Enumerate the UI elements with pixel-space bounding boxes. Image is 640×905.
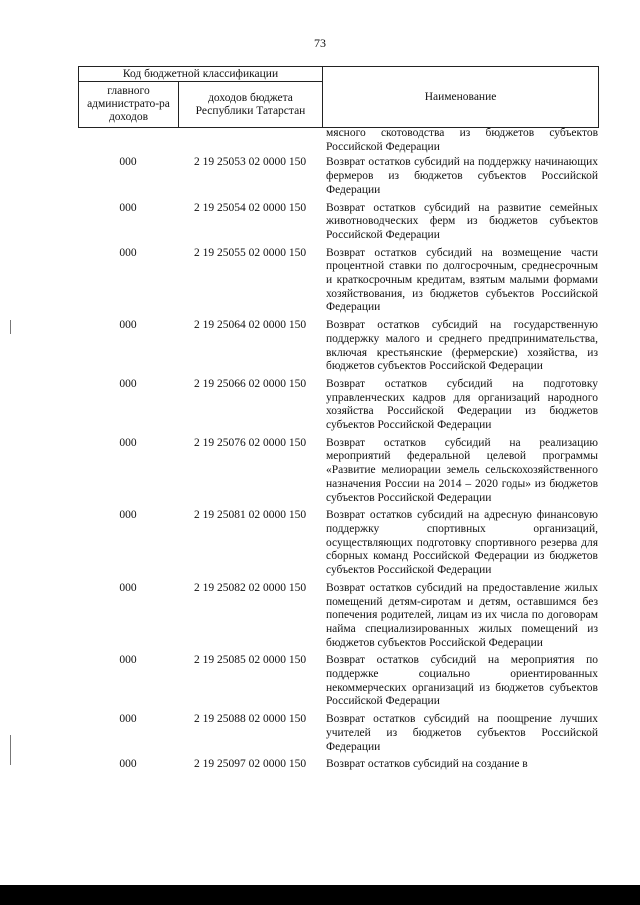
scan-mark xyxy=(10,735,11,765)
name-cell: Возврат остатков субсидий на реализацию мероприятий федеральной целевой программы «Развитие мелиорации земель сельскохозяйственного назначения России на 2014 – 2020 годы» из бюджетов субъектов Российской Федерации xyxy=(326,436,598,504)
name-cell: Возврат остатков субсидий на поддержку начинающих фермеров из бюджетов субъектов Российской Федерации xyxy=(326,156,598,196)
table-row xyxy=(78,127,598,154)
admin-code-cell: 000 xyxy=(119,509,137,522)
budget-code-cell: 2 19 25064 02 0000 150 xyxy=(193,319,307,332)
budget-code-cell: 2 19 25055 02 0000 150 xyxy=(193,246,307,259)
scan-bottom-border xyxy=(0,885,640,905)
table-row xyxy=(78,154,598,197)
budget-code-cell: 2 19 25066 02 0000 150 xyxy=(193,377,307,390)
admin-code-cell: 000 xyxy=(119,581,137,594)
admin-code-cell: 000 xyxy=(119,201,137,214)
column-header-income: доходов бюджета Республики Татарстан xyxy=(179,82,323,128)
name-cell: Возврат остатков субсидий на мероприятия по поддержке социально ориентированных некоммерческих организаций из бюджетов субъектов Российской Федерации xyxy=(326,654,598,708)
name-cell: мясного скотоводства из бюджетов субъектов Российской Федерации xyxy=(326,127,598,153)
table-row xyxy=(78,374,598,433)
admin-code-cell: 000 xyxy=(119,319,137,332)
budget-code-cell: 2 19 25054 02 0000 150 xyxy=(193,201,307,214)
name-cell: Возврат остатков субсидий на развитие семейных животноводческих ферм из бюджетов субъектов Российской Федерации xyxy=(326,201,598,241)
admin-code-cell xyxy=(78,127,178,154)
table-row xyxy=(78,650,598,709)
classification-table-body xyxy=(78,127,598,772)
name-cell: Возврат остатков субсидий на возмещение части процентной ставки по долгосрочным, среднесрочным и краткосрочным кредитам, взятым малыми формами хозяйствования, из бюджетов субъектов Российской Федерации xyxy=(326,246,598,314)
budget-code-cell: 2 19 25081 02 0000 150 xyxy=(193,509,307,522)
group-title: Код бюджетной классификации xyxy=(79,67,323,82)
name-cell: Возврат остатков субсидий на подготовку управленческих кадров для организаций народного хозяйства Российской Федерации из бюджетов субъектов Российской Федерации xyxy=(326,377,598,432)
admin-code-cell: 000 xyxy=(119,377,137,390)
budget-code-cell: 2 19 25088 02 0000 150 xyxy=(193,713,307,726)
page-number: 73 xyxy=(314,36,326,50)
budget-code-cell: 2 19 25097 02 0000 150 xyxy=(193,758,307,771)
name-cell: Возврат остатков субсидий на поощрение лучших учителей из бюджетов субъектов Российской Федерации xyxy=(326,713,598,753)
table-row xyxy=(78,709,598,754)
table-row xyxy=(78,505,598,578)
admin-code-cell: 000 xyxy=(119,246,137,259)
column-header-name: Наименование xyxy=(323,67,599,128)
table-row xyxy=(78,198,598,243)
name-cell: Возврат остатков субсидий на государственную поддержку малого и среднего предпринимательства, включая крестьянские (фермерские) хозяйства, из бюджетов субъектов Российской Федерации xyxy=(326,319,598,373)
admin-code-cell: 000 xyxy=(119,436,137,449)
admin-code-cell: 000 xyxy=(119,713,137,726)
table-row xyxy=(78,433,598,506)
table-row xyxy=(78,578,598,651)
name-cell: Возврат остатков субсидий на создание в xyxy=(326,758,528,771)
budget-code-cell: 2 19 25082 02 0000 150 xyxy=(193,581,307,594)
scan-mark xyxy=(10,320,11,334)
column-header-admin: главного администрато-ра доходов xyxy=(79,82,179,128)
budget-code-cell xyxy=(178,127,322,154)
budget-code-cell: 2 19 25076 02 0000 150 xyxy=(193,436,307,449)
table-row xyxy=(78,243,598,316)
classification-table-header xyxy=(78,66,599,128)
admin-code-cell: 000 xyxy=(119,758,137,771)
name-cell: Возврат остатков субсидий на предоставление жилых помещений детям-сиротам и детям, оставшимся без попечения родителей, лицам из их числа по договорам найма специализированных жилых помещений из бюджетов субъектов Российской Федерации xyxy=(326,581,598,649)
budget-code-cell: 2 19 25053 02 0000 150 xyxy=(193,156,307,169)
table-row xyxy=(78,754,598,772)
name-cell: Возврат остатков субсидий на адресную финансовую поддержку спортивных организаций, осуществляющих подготовку спортивного резерва для сборных команд Российской Федерации из бюджетов субъектов Российской Федерации xyxy=(326,509,598,577)
admin-code-cell: 000 xyxy=(119,156,137,169)
table-row xyxy=(78,315,598,374)
budget-code-cell: 2 19 25085 02 0000 150 xyxy=(193,654,307,667)
admin-code-cell: 000 xyxy=(119,654,137,667)
